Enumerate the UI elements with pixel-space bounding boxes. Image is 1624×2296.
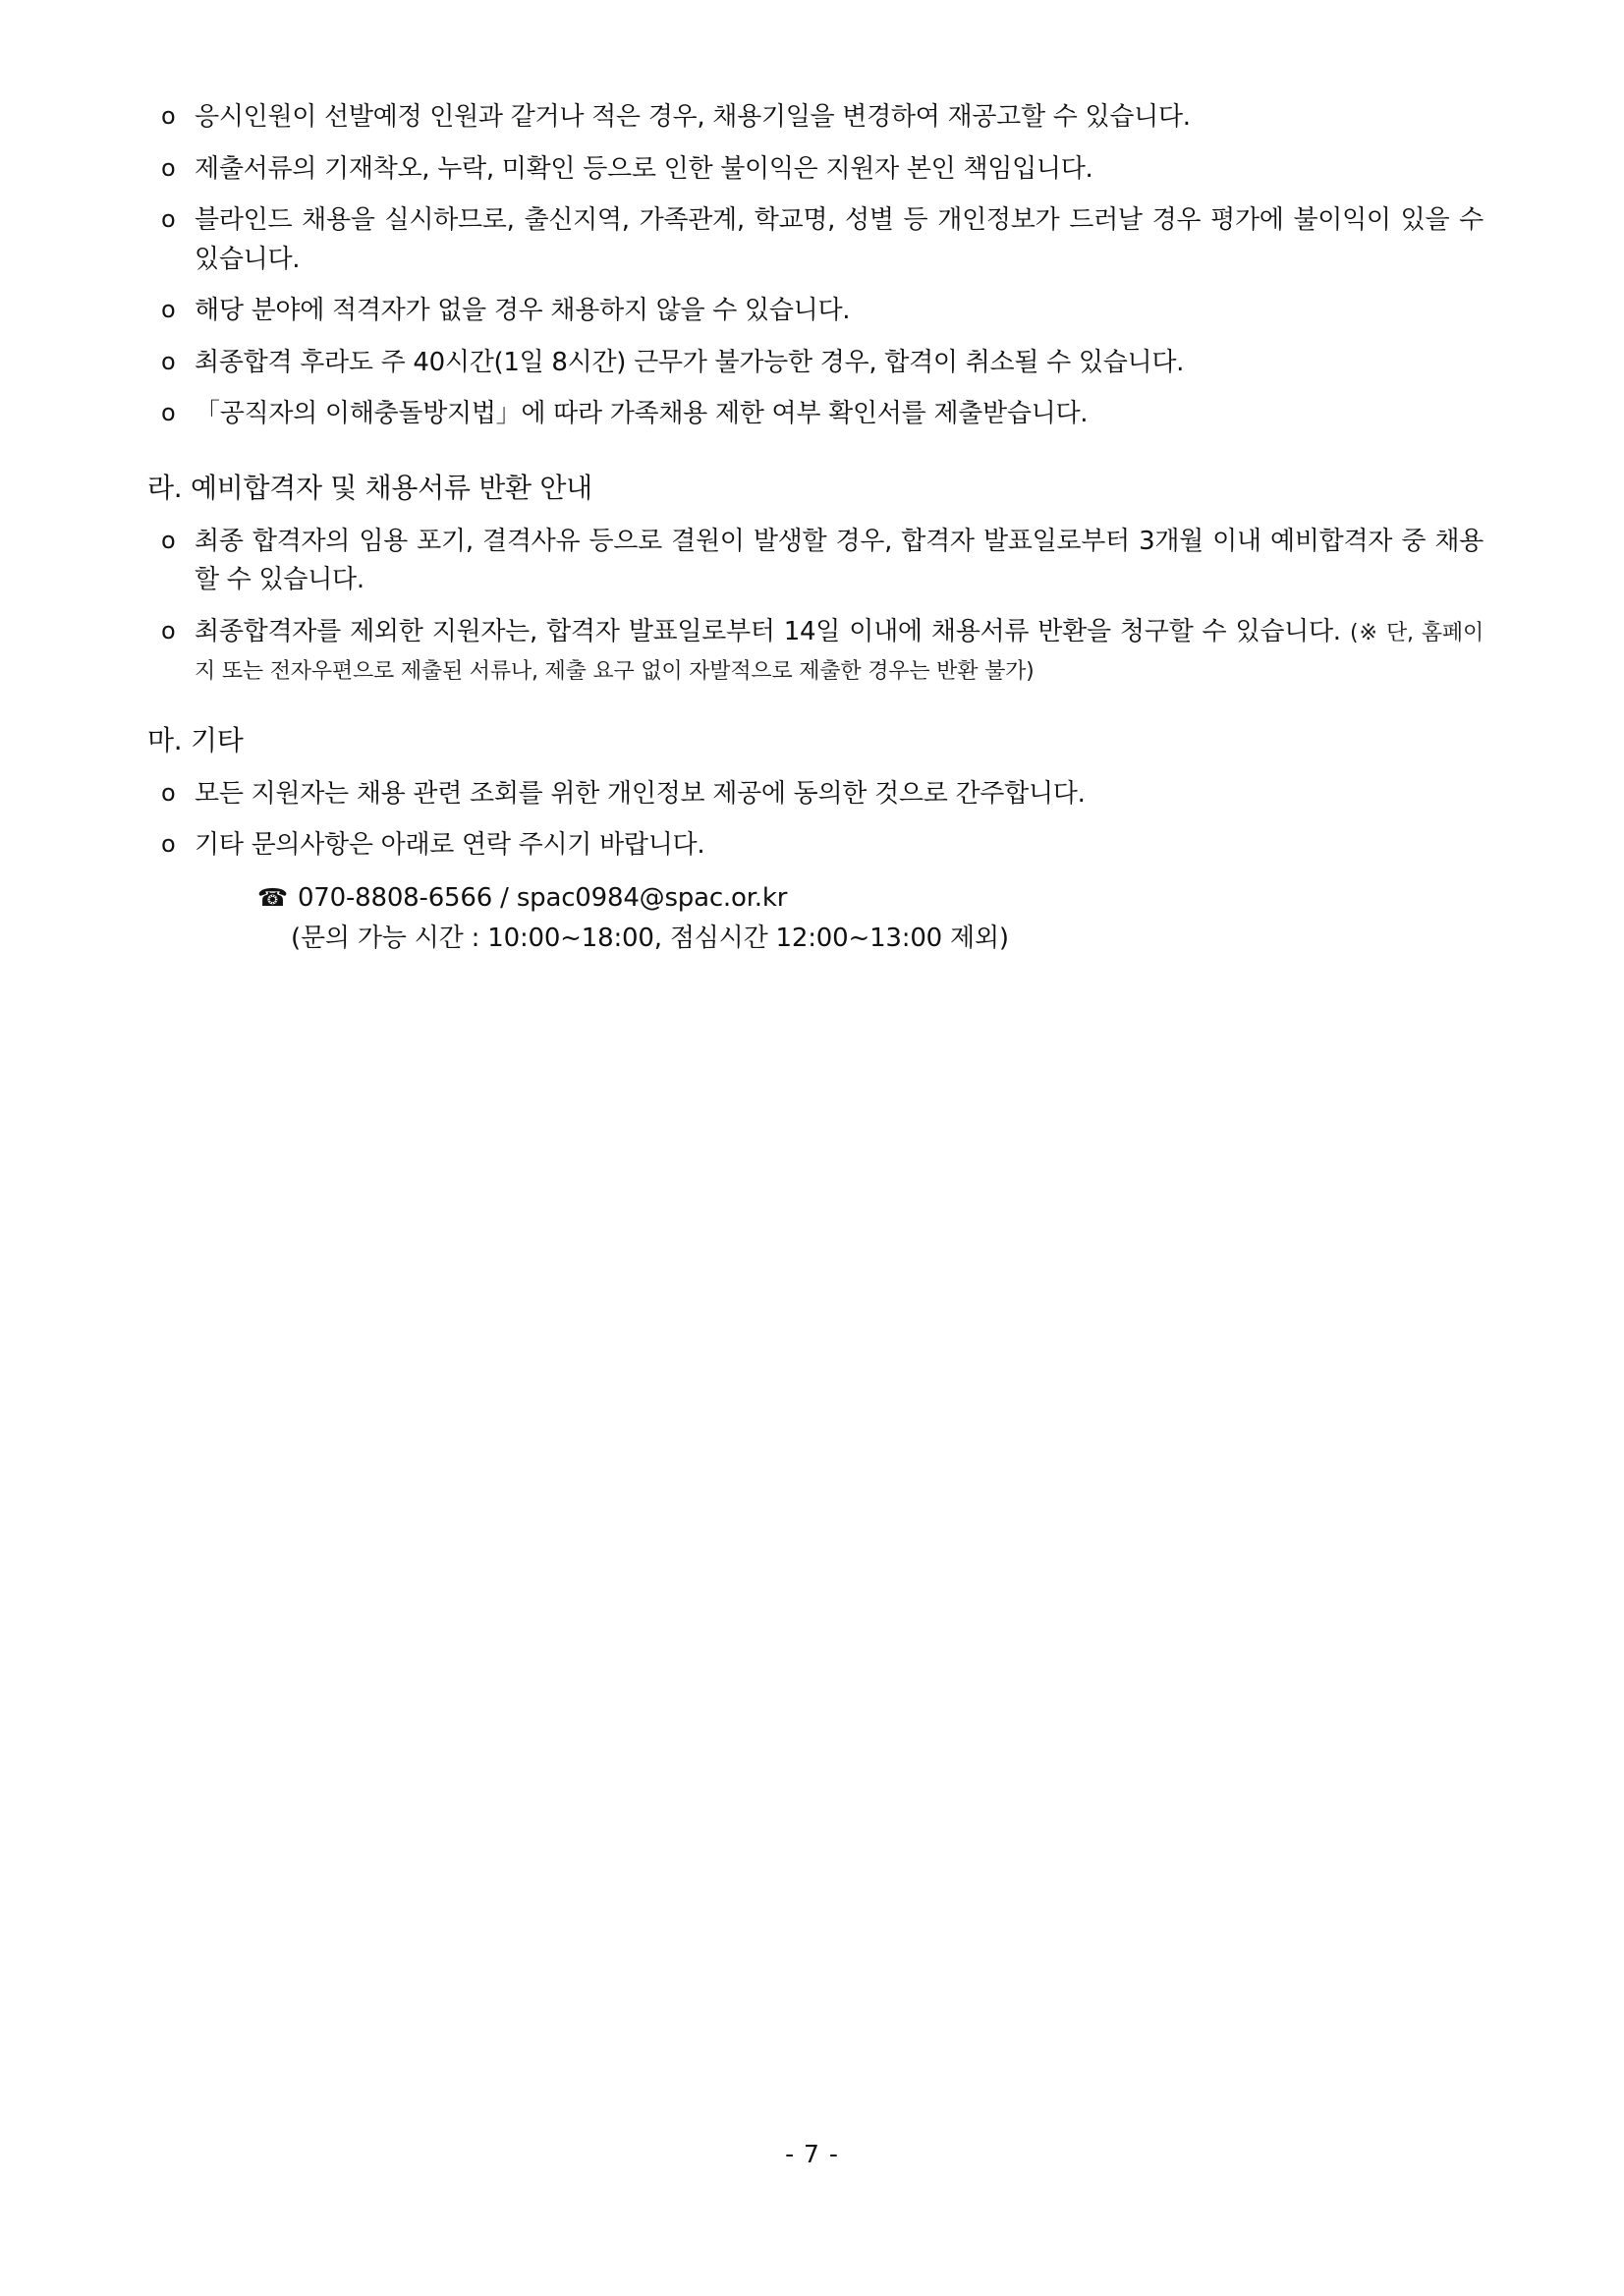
list-item: o 응시인원이 선발예정 인원과 같거나 적은 경우, 채용기일을 변경하여 재공고할 수 있습니다. bbox=[147, 98, 1484, 138]
list-item: o 최종합격 후라도 주 40시간(1일 8시간) 근무가 불가능한 경우, 합격이 취소될 수 있습니다. bbox=[147, 344, 1484, 383]
contact-block bbox=[257, 878, 1484, 960]
contact-separator: / bbox=[500, 882, 509, 913]
contact-hours: (문의 가능 시간 : 10:00~18:00, 점심시간 12:00~13:00 제외) bbox=[291, 924, 1009, 954]
list-item: o 「공직자의 이해충돌방지법」에 따라 가족채용 제한 여부 확인서를 제출받습니다. bbox=[147, 395, 1484, 434]
contact-phone: 070-8808-6566 bbox=[297, 882, 493, 913]
list-item: o 최종 합격자의 임용 포기, 결격사유 등으로 결원이 발생할 경우, 합격자 발표일로부터 3개월 이내 예비합격자 중 채용할 수 있습니다. bbox=[147, 523, 1484, 600]
contact-line bbox=[257, 878, 1484, 920]
list-item: o 해당 분야에 적격자가 없을 경우 채용하지 않을 수 있습니다. bbox=[147, 292, 1484, 331]
section-heading-ra: 라. 예비합격자 및 채용서류 반환 안내 bbox=[147, 471, 592, 504]
ma-list bbox=[147, 775, 1484, 866]
document-content bbox=[147, 98, 1484, 960]
ra-item-text: 최종합격자를 제외한 지원자는, 합격자 발표일로부터 14일 이내에 채용서류 반환을 청구할 수 있습니다. bbox=[195, 616, 1341, 646]
section-heading-ma: 마. 기타 bbox=[147, 723, 244, 756]
phone-icon: ☎ bbox=[257, 882, 288, 912]
ra-list bbox=[147, 523, 1484, 691]
list-item: o 블라인드 채용을 실시하므로, 출신지역, 가족관계, 학교명, 성별 등 개인정보가 드러날 경우 평가에 불이익이 있을 수 있습니다. bbox=[147, 201, 1484, 279]
ra-item-note: (※ 단, 홈페이지 또는 전자우편으로 제출된 서류나, 제출 요구 없이 자발적으로 제출한 경우는 반환 불가) bbox=[195, 620, 1484, 685]
list-item bbox=[147, 613, 1484, 691]
list-item: o 제출서류의 기재착오, 누락, 미확인 등으로 인한 불이익은 지원자 본인 책임입니다. bbox=[147, 150, 1484, 190]
notice-list bbox=[147, 98, 1484, 434]
list-item: o 기타 문의사항은 아래로 연락 주시기 바랍니다. bbox=[147, 826, 1484, 866]
contact-email[interactable]: spac0984@spac.or.kr bbox=[516, 882, 788, 913]
page-number: - 7 - bbox=[785, 2140, 839, 2168]
list-item: o 모든 지원자는 채용 관련 조회를 위한 개인정보 제공에 동의한 것으로 간주합니다. bbox=[147, 775, 1484, 814]
